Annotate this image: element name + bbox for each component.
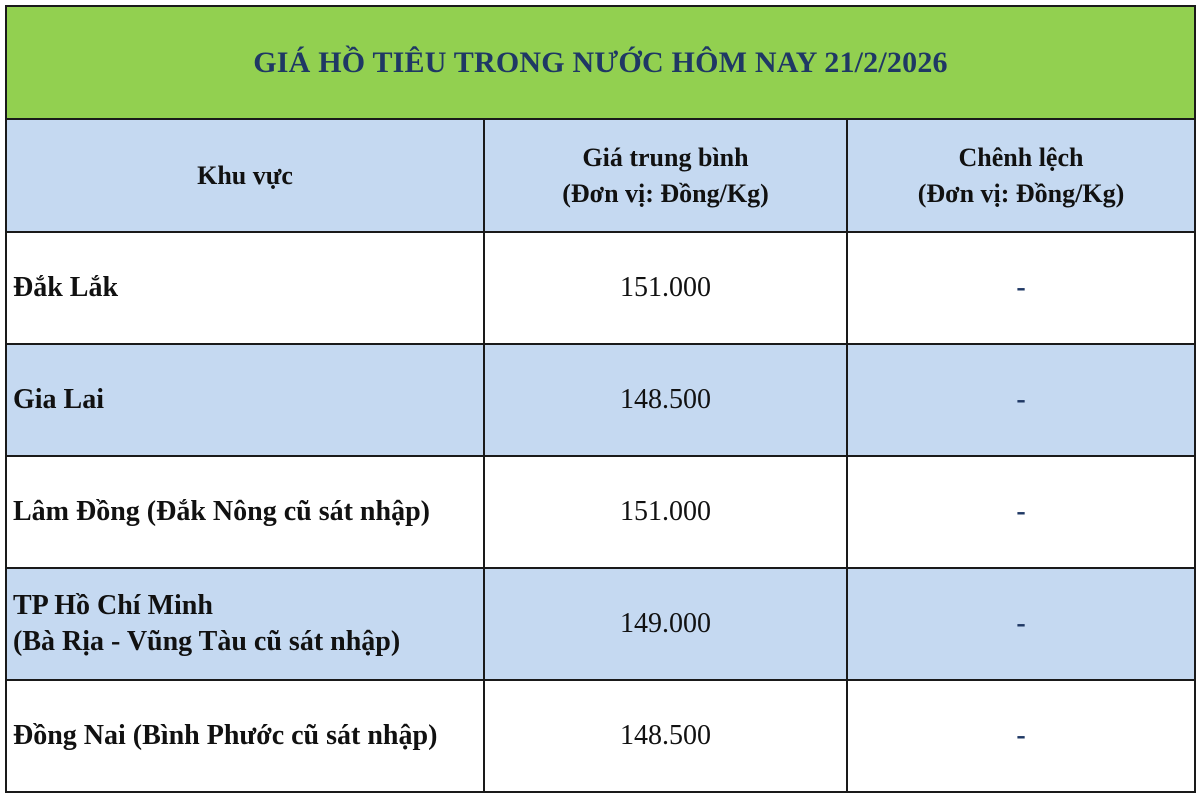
region-note: (Bà Rịa - Vũng Tàu cũ sát nhập) — [13, 626, 401, 657]
header-price — [484, 119, 847, 232]
price-cell: 148.500 — [484, 680, 847, 792]
diff-cell: - — [847, 232, 1195, 344]
table-row — [6, 232, 1195, 344]
diff-cell: - — [847, 344, 1195, 456]
table-title: GIÁ HỒ TIÊU TRONG NƯỚC HÔM NAY 21/2/2026 — [6, 6, 1195, 119]
region-cell — [6, 680, 484, 792]
price-cell: 151.000 — [484, 456, 847, 568]
table-row — [6, 344, 1195, 456]
diff-cell: - — [847, 456, 1195, 568]
diff-cell: - — [847, 568, 1195, 680]
header-price-unit: (Đơn vị: Đồng/Kg) — [562, 178, 769, 208]
price-cell: 149.000 — [484, 568, 847, 680]
table-row — [6, 680, 1195, 792]
region-name: Lâm Đồng (Đắk Nông cũ sát nhập) — [13, 496, 430, 527]
header-region — [6, 119, 484, 232]
title-row — [6, 6, 1195, 119]
diff-cell: - — [847, 680, 1195, 792]
table-row — [6, 456, 1195, 568]
pepper-price-table — [5, 5, 1196, 793]
region-cell — [6, 344, 484, 456]
region-name: Đắk Lắk — [13, 272, 119, 303]
header-diff-label: Chênh lệch — [958, 142, 1084, 172]
region-name: TP Hồ Chí Minh — [13, 590, 213, 621]
header-diff-unit: (Đơn vị: Đồng/Kg) — [917, 178, 1125, 208]
region-cell — [6, 456, 484, 568]
header-price-label: Giá trung bình — [582, 142, 749, 172]
region-cell — [6, 232, 484, 344]
region-name: Đồng Nai (Bình Phước cũ sát nhập) — [13, 720, 438, 751]
price-cell: 151.000 — [484, 232, 847, 344]
header-diff — [847, 119, 1195, 232]
region-name: Gia Lai — [13, 384, 105, 415]
region-cell — [6, 568, 484, 680]
price-cell: 148.500 — [484, 344, 847, 456]
header-region-label: Khu vực — [197, 160, 293, 190]
table-row — [6, 568, 1195, 680]
header-row — [6, 119, 1195, 232]
